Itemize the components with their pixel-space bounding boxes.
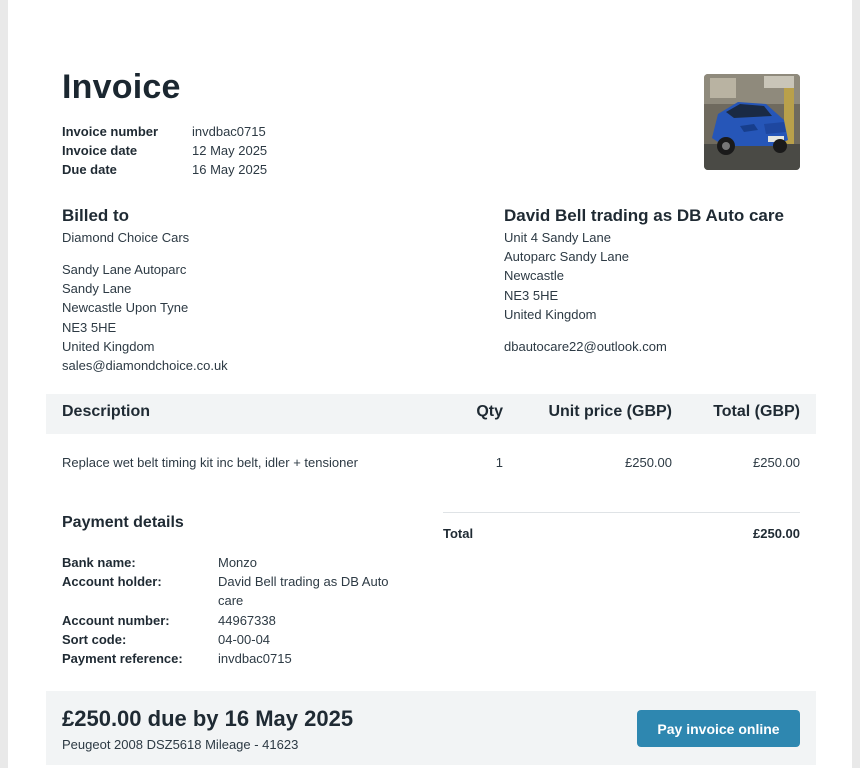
sort-code-value: 04-00-04 [218, 632, 271, 647]
billed-to-address-line: Sandy Lane [62, 281, 132, 296]
sort-code-label: Sort code: [62, 632, 127, 647]
seller-address-line: Autoparc Sandy Lane [504, 249, 630, 264]
seller-address-line: Newcastle [504, 268, 564, 283]
bank-name-label: Bank name: [62, 555, 136, 570]
payment-reference-value: invdbac0715 [218, 651, 292, 666]
billed-to-company: Diamond Choice Cars [62, 230, 190, 245]
invoice-date-value: 12 May 2025 [192, 143, 268, 158]
line-item-qty: 1 [495, 455, 503, 470]
due-date-value: 16 May 2025 [192, 162, 268, 177]
invoice-page [8, 0, 852, 768]
account-holder-value: David Bell trading as DB Auto care [218, 574, 389, 608]
total-divider [443, 512, 800, 513]
total-label: Total [443, 526, 474, 541]
account-holder-label: Account holder: [62, 574, 162, 589]
payment-details-heading: Payment details [62, 514, 184, 531]
seller-email: dbautocare22@outlook.com [504, 339, 667, 354]
total-value: £250.00 [753, 526, 800, 541]
unit-price-column-header: Unit price (GBP) [548, 403, 672, 420]
vehicle-details: Peugeot 2008 DSZ5618 Mileage - 41623 [62, 737, 299, 752]
account-number-value: 44967338 [218, 613, 276, 628]
billed-to-address-line: NE3 5HE [62, 320, 117, 335]
bank-name-value: Monzo [218, 555, 258, 570]
billed-to-email: sales@diamondchoice.co.uk [62, 358, 228, 373]
invoice-number-label: Invoice number [62, 124, 159, 139]
seller-name: David Bell trading as DB Auto care [504, 206, 784, 225]
line-item-total: £250.00 [753, 455, 800, 470]
seller-address-line: Unit 4 Sandy Lane [504, 230, 611, 245]
invoice-date-label: Invoice date [62, 143, 138, 158]
billed-to-address-line: Sandy Lane Autoparc [62, 262, 187, 277]
seller-address-line: NE3 5HE [504, 288, 559, 303]
due-date-label: Due date [62, 162, 117, 177]
invoice-title: Invoice [62, 68, 181, 106]
billed-to-address-line: Newcastle Upon Tyne [62, 300, 189, 315]
invoice-number-value: invdbac0715 [192, 124, 266, 139]
qty-column-header: Qty [476, 403, 503, 420]
description-column-header: Description [62, 403, 151, 420]
seller-address-line: United Kingdom [504, 307, 597, 322]
blue-car-photo-icon [704, 74, 800, 170]
amount-due-text: £250.00 due by 16 May 2025 [62, 706, 354, 731]
payment-reference-label: Payment reference: [62, 651, 183, 666]
pay-invoice-online-button[interactable]: Pay invoice online [637, 710, 800, 747]
billed-to-address-line: United Kingdom [62, 339, 155, 354]
vehicle-photo [704, 74, 800, 170]
account-number-label: Account number: [62, 613, 170, 628]
total-column-header: Total (GBP) [713, 403, 800, 420]
line-item-description: Replace wet belt timing kit inc belt, idler + tensioner [62, 455, 358, 470]
line-item-unit-price: £250.00 [625, 455, 672, 470]
billed-to-heading: Billed to [62, 206, 130, 225]
